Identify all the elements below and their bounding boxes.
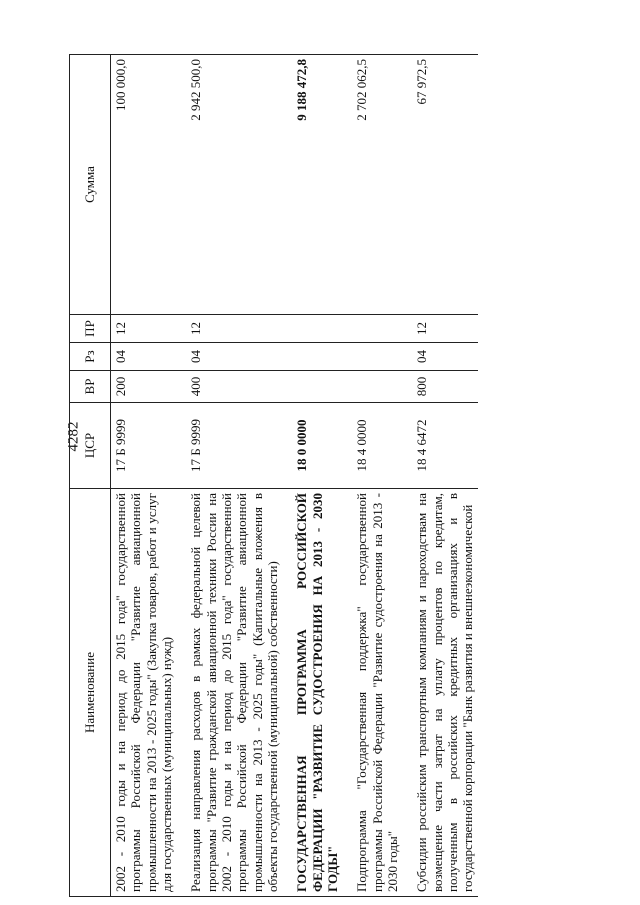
- header-csr: ЦСР: [70, 403, 111, 489]
- row-name: Подпрограмма "Государственная поддержка" государственной программы Российской Федерации "Развитие судостроения на 2013 - 2030 годы": [352, 489, 412, 897]
- row-rz: [292, 343, 352, 371]
- table-row: [352, 55, 412, 897]
- row-name: Субсидии российским транспортным компаниям и пароходствам на возмещение части затрат на уплату процентов по кредитам, полученным в российских кредитных организациях и в государственной корпорации "Банк развития и внешнеэкономической: [412, 489, 477, 897]
- row-name: 2002 - 2010 годы и на период до 2015 года" государственной программы Российской Федерации "Развитие авиационной промышленности на 2013 - 2025 годы" (Закупка товаров, работ и услуг для государственных (муниципальных) нужд): [111, 489, 187, 897]
- page-number: 4282: [65, 421, 82, 452]
- row-pr: [292, 315, 352, 343]
- row-pr: [352, 315, 412, 343]
- table-header-row: [70, 55, 111, 897]
- table-row: [292, 55, 352, 897]
- row-rz: 04: [111, 343, 187, 371]
- rotated-table-container: [69, 55, 601, 897]
- table-row: [111, 55, 187, 897]
- row-pr: 12: [186, 315, 292, 343]
- row-sum: 2 702 062,5: [352, 55, 412, 315]
- header-vr: ВР: [70, 371, 111, 403]
- row-rz: 04: [186, 343, 292, 371]
- row-csr: 18 4 6472: [412, 403, 477, 489]
- row-name: Реализация направления расходов в рамках федеральной целевой программы "Развитие гражданской авиационной техники России на 2002 - 2010 годы и на период до 2015 года" государственной программы Российской Федерации "Развитие авиационной промышленности на 2013 - 2025 годы" (Капитальные вложения в объекты государственной (муниципальной) собственности): [186, 489, 292, 897]
- row-csr: 17 Б 9999: [111, 403, 187, 489]
- header-sum: Сумма: [70, 55, 111, 315]
- row-vr: 800: [412, 371, 477, 403]
- row-sum: 100 000,0: [111, 55, 187, 315]
- header-pr: ПР: [70, 315, 111, 343]
- row-csr: 18 4 0000: [352, 403, 412, 489]
- row-vr: 200: [111, 371, 187, 403]
- row-vr: [352, 371, 412, 403]
- row-rz: 04: [412, 343, 477, 371]
- row-pr: 12: [111, 315, 187, 343]
- row-rz: [352, 343, 412, 371]
- row-sum: 2 942 500,0: [186, 55, 292, 315]
- row-sum: 67 972,5: [412, 55, 477, 315]
- row-pr: 12: [412, 315, 477, 343]
- row-vr: 400: [186, 371, 292, 403]
- table-row: [186, 55, 292, 897]
- table-row: [412, 55, 477, 897]
- row-csr: 17 Б 9999: [186, 403, 292, 489]
- row-sum: 9 188 472,8: [292, 55, 352, 315]
- row-vr: [292, 371, 352, 403]
- budget-table: [69, 54, 478, 897]
- header-name: Наименование: [70, 489, 111, 897]
- row-csr: 18 0 0000: [292, 403, 352, 489]
- header-rz: Рз: [70, 343, 111, 371]
- row-name: ГОСУДАРСТВЕННАЯ ПРОГРАММА РОССИЙСКОЙ ФЕДЕРАЦИИ "РАЗВИТИЕ СУДОСТРОЕНИЯ НА 2013 - 2030 ГОДЫ": [292, 489, 352, 897]
